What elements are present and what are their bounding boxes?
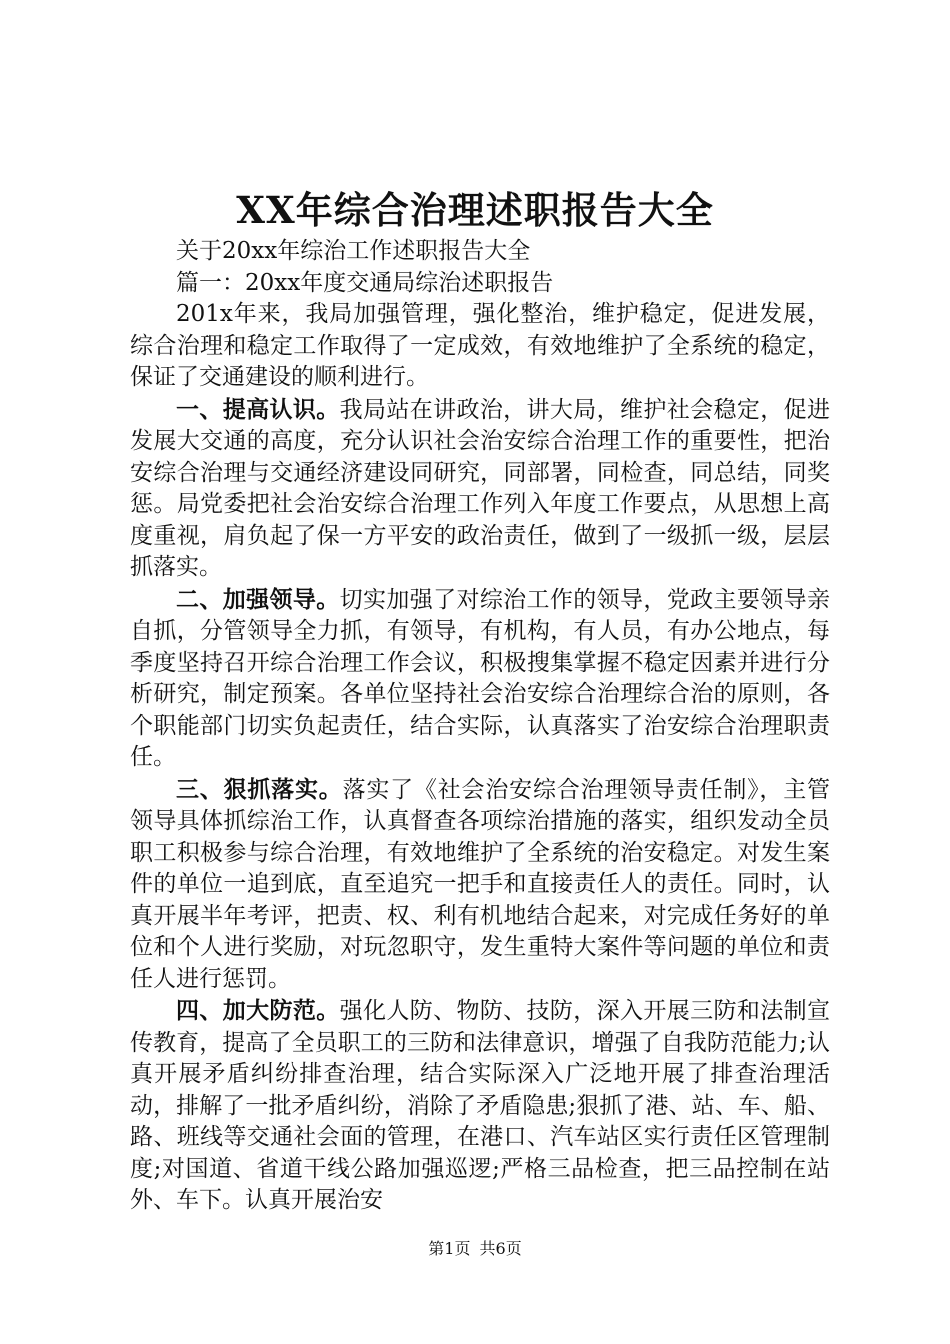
section-title-line: 篇一：20xx年度交通局综治述职报告 <box>176 269 554 296</box>
point-text: 强化人防、物防、技防，深入开展三防和法制宣传教育，提高了全员职工的三防和法律意识，增强了自我防范能力;认真开展矛盾纠纷排查治理，结合实际深入广泛地开展了排查治理活动，排解了一批矛盾纠纷，消除了矛盾隐患;狠抓了港、站、车、船、路、班线等交通社会面的管理，在港口、汽车站区实行责任区管理制度;对国道、省道干线公路加强巡逻;严格三品检查，把三品控制在站外、车下。认真开展治安 <box>130 998 831 1213</box>
point-paragraph-2 <box>130 584 830 774</box>
point-heading: 三、狠抓落实。 <box>176 775 343 803</box>
point-heading: 一、提高认识。 <box>176 395 340 423</box>
document-title: XX年综合治理述职报告大全 <box>236 188 714 232</box>
page-number-current: 第1页 <box>428 1239 471 1258</box>
page-number-total: 共6页 <box>479 1239 522 1258</box>
point-text: 落实了《社会治安综合治理领导责任制》，主管领导具体抓综治工作，认真督查各项综治措施的落实，组织发动全员职工积极参与综合治理，有效地维护了全系统的治安稳定。对发生案件的单位一追到底，直至追究一把手和直接责任人的责任。同时，认真开展半年考评，把责、权、利有机地结合起来，对完成任务好的单位和个人进行奖励，对玩忽职守，发生重特大案件等问题的单位和责任人进行惩罚。 <box>130 776 831 992</box>
page-footer <box>0 1238 950 1260</box>
document-body <box>130 236 830 1217</box>
point-paragraph-3 <box>130 774 830 996</box>
point-text: 我局站在讲政治，讲大局，维护社会稳定，促进发展大交通的高度，充分认识社会治安综合治理工作的重要性，把治安综合治理与交通经济建设同研究，同部署，同检查，同总结，同奖惩。局党委把社会治安综合治理工作列入年度工作要点，从思想上高度重视，肩负起了保一方平安的政治责任，做到了一级抓一级，层层抓落实。 <box>130 396 831 580</box>
point-paragraph-4 <box>130 995 830 1217</box>
intro-paragraph: 201x年来，我局加强管理，强化整治，维护稳定，促进发展，综合治理和稳定工作取得了一定成效，有效地维护了全系统的稳定，保证了交通建设的顺利进行。 <box>130 301 830 390</box>
point-heading: 二、加强领导。 <box>176 585 340 613</box>
point-heading: 四、加大防范。 <box>176 997 340 1024</box>
point-paragraph-1 <box>130 394 830 584</box>
subtitle-line: 关于20xx年综治工作述职报告大全 <box>176 238 531 264</box>
point-text: 切实加强了对综治工作的领导，党政主要领导亲自抓，分管领导全力抓，有领导，有机构，有人员，有办公地点，每季度坚持召开综合治理工作会议，积极搜集掌握不稳定因素并进行分析研究，制定预案。各单位坚持社会治安综合治理综合治的原则，各个职能部门切实负起责任，结合实际，认真落实了治安综合治理职责任。 <box>130 586 831 770</box>
